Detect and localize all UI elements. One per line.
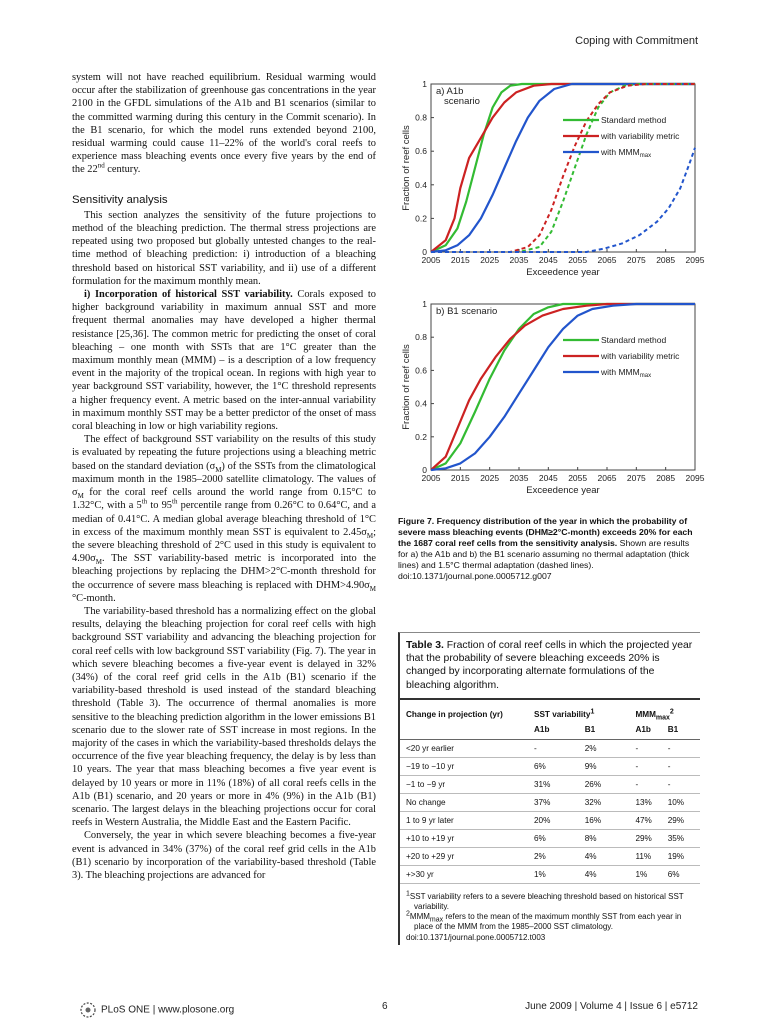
table-3-grid: [400, 698, 700, 884]
cell-value: 13%: [635, 793, 667, 811]
x-axis-label: Exceedence year: [526, 267, 600, 278]
x-tick-label: 2095: [685, 255, 705, 265]
cell-value: 31%: [534, 775, 585, 793]
col-header-sst: SST variability$^1$: [534, 699, 635, 721]
cell-value: 1%: [534, 865, 585, 883]
legend-label: Standard method: [601, 335, 667, 345]
row-label: −1 to −9 yr: [400, 775, 534, 793]
cell-value: 6%: [534, 829, 585, 847]
footer-journal: PLoS ONE | www.plosone.org: [78, 1001, 234, 1019]
cell-value: -: [668, 757, 700, 775]
sub-header: B1: [585, 721, 636, 740]
x-tick-label: 2075: [626, 255, 646, 265]
cell-value: -: [668, 739, 700, 757]
y-axis-label: Fraction of reef cells: [401, 344, 412, 430]
table-3: [398, 632, 700, 945]
series-line: [431, 84, 695, 252]
x-tick-label: 2065: [597, 255, 617, 265]
legend-label: with $MMM_{max}$: [601, 147, 652, 159]
paragraph-sensitivity-intro: This section analyzes the sensitivity of the future projections to method of the bleaching prediction. The thermal stress projections are repeated using two proposed but globally untested changes to the real-time method of bleaching prediction: i) introduction of a bleaching threshold based on historical SST variability, and ii) use of a different formulation for the maximum monthly mean.: [72, 209, 376, 287]
x-tick-label: 2045: [538, 473, 558, 483]
y-tick-label: 1: [422, 299, 427, 309]
cell-value: 8%: [585, 829, 636, 847]
footer-page-number: 6: [382, 1001, 388, 1012]
table-3-footnotes: [398, 884, 700, 945]
x-tick-label: 2015: [450, 255, 470, 265]
y-tick-label: 0.8: [415, 112, 427, 123]
y-tick-label: 0.6: [415, 365, 427, 376]
col-header-mmm: $MMM_{max}^2$: [635, 699, 700, 721]
legend-label: with variability metric: [601, 351, 680, 361]
figure-doi: doi:10.1371/journal.pone.0005712.g007: [398, 571, 552, 582]
cell-value: 47%: [635, 811, 667, 829]
row-label: No change: [400, 793, 534, 811]
figure-7-charts: [395, 72, 705, 520]
series-line: [431, 304, 695, 470]
x-tick-label: 2085: [656, 255, 676, 265]
y-axis-label: Fraction of reef cells: [401, 125, 412, 211]
y-tick-label: 1: [422, 79, 427, 89]
x-tick-label: 2075: [626, 473, 646, 483]
x-tick-label: 2045: [538, 255, 558, 265]
cell-value: 35%: [668, 829, 700, 847]
cell-value: 11%: [635, 847, 667, 865]
x-tick-label: 2085: [656, 473, 676, 483]
cell-value: 4%: [585, 847, 636, 865]
cell-value: 4%: [585, 865, 636, 883]
y-tick-label: 0.6: [415, 146, 427, 157]
col-header-change: Change in projection (yr): [400, 699, 534, 721]
plos-logo-icon: [78, 1001, 98, 1019]
plot-frame: [431, 84, 695, 252]
x-tick-label: 2005: [421, 255, 441, 265]
table-3-title: Table 3. Fraction of coral reef cells in which the projected year that the probability of severe bleaching exceeds 20% is changed by incorporating alternate formulations of the bleaching algorithm.: [398, 632, 700, 698]
row-label: +>30 yr: [400, 865, 534, 883]
panel-label: a) A1b: [436, 86, 464, 97]
cell-value: 2%: [534, 847, 585, 865]
left-text-column: [72, 71, 376, 882]
x-tick-label: 2025: [480, 255, 500, 265]
footer-issue: June 2009 | Volume 4 | Issue 6 | e5712: [525, 1001, 698, 1012]
y-tick-label: 0.4: [415, 398, 427, 409]
paragraph-sst-variability: i) Incorporation of historical SST variability. Corals exposed to higher background variability in maximum annual SST and more frequent thermal anomalies may have developed a higher thermal resistance [25,36]. The common metric for predicting the onset of coral bleaching – one month with SSTs that are 1°C greater than the maximum monthly mean (MMM) – is a description of a low frequency event in the majority of the tropical ocean. In regions with high year to year background SST variability, however, the 1°C threshold represents a higher frequency event. A metric based on the inter-annual variability in maximum monthly SST may be a better predictor of the onset of mass coral bleaching in low or high variability regions.: [72, 289, 376, 433]
running-title: Coping with Commitment: [575, 35, 698, 47]
paragraph-normalizing-effect: The variability-based threshold has a normalizing effect on the global results, delaying the bleaching projection for coral reef cells with high background SST variability and advancing the bleaching projection for coral reef cells with low background SST variability (Fig. 7). The year in which severe bleaching becomes a five-year event is delayed in 32% (34%) of the coral reef grid cells in the A1b (B1) scenario if the variability-based threshold is used instead of the standard bleaching threshold (Table 3). The occurrence of thermal anomalies is more sensitive to the bleaching prediction algorithm in the lower emissions B1 scenario due to the slower rate of SST increase in most regions. In the majority of the cases in which the variability-based thresholds delays the occurrence of the five year bleaching frequency, the delay is by less than 10 years. The year that mass bleaching becomes a five year event is delayed by 10 years or more in 11% (18%) of all coral reefs cells in the A1b (B1) scenario, and 20 years or more in 4% (9%) in the A1b (B1) scenario. The largest delays in the bleaching projections occur for coral reefs in Western Australia, the Middle East and the Eastern Pacific.: [72, 605, 376, 829]
x-tick-label: 2015: [450, 473, 470, 483]
paragraph-residual-warming: system will not have reached equilibrium. Residual warming would occur after the stabilization of greenhouse gas concentrations in the year 2100 in the GFDL simulations of the A1b and B1 scenarios (similar to the committed warming during this century in the Commit scenario). In the B1 scenario, for which the model runs extended beyond 2100, residual warming could cause 11–22% of the world's coral reefs to experience mass bleaching events once every five years by the end of the 22nd century.: [72, 72, 376, 176]
figure-7-caption: Figure 7. Frequency distribution of the year in which the probability of severe mass bleaching events (DHM≥2°C-month) exceeds 20% for each the 1687 coral reef cells from the sensitivity analysis. Shown are results for a) the A1b and b) the B1 scenario assuming no thermal adaptation (thick lines) and 1.5°C thermal adaptation (dashed lines). doi:10.1371/journal.pone.0005712.g007: [398, 516, 700, 583]
table-row: [400, 757, 700, 775]
x-tick-label: 2095: [685, 473, 705, 483]
x-tick-label: 2065: [597, 473, 617, 483]
x-tick-label: 2035: [509, 255, 529, 265]
row-label: <20 yr earlier: [400, 739, 534, 757]
cell-value: 29%: [668, 811, 700, 829]
x-tick-label: 2055: [568, 473, 588, 483]
cell-value: 1%: [635, 865, 667, 883]
table-doi: doi:10.1371/journal.pone.0005712.t003: [406, 932, 546, 942]
paragraph-sigma-metric: The effect of background SST variability on the results of this study is evaluated by repeating the future projections using a bleaching metric based on the standard deviation $(\sigma_M)$ of the SSTs from the climatological maximum month in the 1985–2000 satellite climatology. The values of $\sigma_M$ for the coral reef cells around the world range from 0.15°C to 1.32°C, with a 5th to 95th percentile range from 0.26°C to 0.64°C, and a median of 0.41°C. A median global average bleaching threshold of 1°C in excess of the maximum monthly mean SST is equivalent to $2.45\sigma_M$; the severe bleaching threshold of 2°C used in this study is equivalent to $4.90\sigma_M$. The SST variability-based metric is incorporated into the bleaching projections by replacing the DHM>2°C-month threshold for the occurrence of severe mass bleaching is replaced with $DHM>4.90\sigma_M$ °C-month.: [72, 434, 376, 604]
legend-label: with $MMM_{max}$: [601, 367, 652, 379]
panel-label: scenario: [444, 96, 480, 107]
cell-value: 10%: [668, 793, 700, 811]
cell-value: 29%: [635, 829, 667, 847]
paragraph-advanced-bleaching: Conversely, the year in which severe bleaching becomes a five-year event is advanced in 34% (37%) of the coral reef grid cells in the A1b (B1) scenario by incorporation of the variability-based threshold (Table 3). The bleaching projections are advanced for: [72, 830, 376, 881]
sub-header: B1: [668, 721, 700, 740]
cell-value: -: [635, 775, 667, 793]
table-row: [400, 739, 700, 757]
cell-value: -: [534, 739, 585, 757]
table-row: [400, 847, 700, 865]
sub-header: A1b: [534, 721, 585, 740]
series-line: [431, 84, 695, 252]
cell-value: 9%: [585, 757, 636, 775]
cell-value: 37%: [534, 793, 585, 811]
series-line: [431, 84, 695, 252]
table-row: [400, 811, 700, 829]
legend-label: with variability metric: [601, 131, 680, 141]
y-tick-label: 0.2: [415, 213, 427, 224]
cell-value: 32%: [585, 793, 636, 811]
x-tick-label: 2055: [568, 255, 588, 265]
cell-value: 26%: [585, 775, 636, 793]
cell-value: 6%: [534, 757, 585, 775]
y-tick-label: 0.2: [415, 431, 427, 442]
footnote-2: $^2MMM_{max}$ refers to the mean of the maximum monthly SST from each year in place of the MMM from the 1985–2000 SST climatology.: [406, 910, 682, 932]
panel-label: b) B1 scenario: [436, 306, 498, 317]
y-tick-label: 0: [422, 465, 427, 475]
cell-value: 6%: [668, 865, 700, 883]
legend-label: Standard method: [601, 115, 667, 125]
cell-value: 2%: [585, 739, 636, 757]
table-row: [400, 865, 700, 883]
cell-value: 19%: [668, 847, 700, 865]
x-tick-label: 2005: [421, 473, 441, 483]
section-heading: Sensitivity analysis: [72, 193, 168, 206]
y-tick-label: 0.4: [415, 179, 427, 190]
cell-value: 20%: [534, 811, 585, 829]
y-tick-label: 0.8: [415, 332, 427, 343]
footnote-1: $^1$SST variability refers to a severe bleaching threshold based on historical SST variability.: [406, 890, 684, 912]
table-row: [400, 793, 700, 811]
row-label: +20 to +29 yr: [400, 847, 534, 865]
cell-value: -: [668, 775, 700, 793]
table-row: [400, 829, 700, 847]
series-line: [431, 84, 695, 252]
sub-header: A1b: [635, 721, 667, 740]
row-label: 1 to 9 yr later: [400, 811, 534, 829]
cell-value: 16%: [585, 811, 636, 829]
x-tick-label: 2035: [509, 473, 529, 483]
table-row: [400, 775, 700, 793]
cell-value: -: [635, 757, 667, 775]
x-axis-label: Exceedence year: [526, 485, 600, 496]
x-tick-label: 2025: [480, 473, 500, 483]
y-tick-label: 0: [422, 247, 427, 257]
row-label: +10 to +19 yr: [400, 829, 534, 847]
cell-value: -: [635, 739, 667, 757]
row-label: −19 to −10 yr: [400, 757, 534, 775]
series-line: [431, 84, 695, 252]
